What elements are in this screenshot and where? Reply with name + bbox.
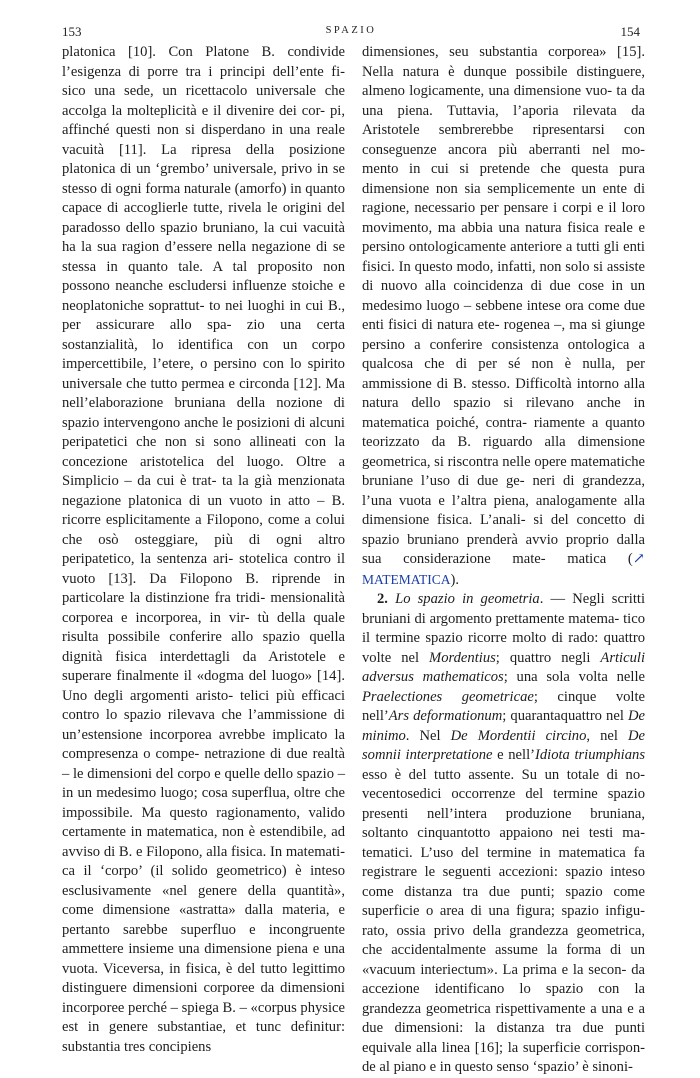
text-line: Difficoltà intorno alla natura dello spazio si — [362, 375, 645, 411]
text-line: del luogo. Oltre a Simplicio – da cui è trat- — [62, 453, 345, 489]
text-line: tù della quale risulta possibile conferire allo — [62, 609, 345, 645]
work-title: De Mordentii circino — [450, 727, 587, 744]
work-title: De minimo — [362, 708, 645, 744]
text-line: pertanto sarebbe superfluo e incongruente — [62, 921, 345, 938]
text-fragment: . — Negli scritti — [539, 591, 645, 607]
left-column — [62, 43, 345, 1057]
text-line: non solo si assiste di nuovo alla coincidenza — [362, 258, 646, 294]
text-line: più di ogni altro peripatetico, la sentenza ari- — [62, 531, 345, 567]
text-fragment: . Nel — [405, 727, 441, 744]
text-line: circonda [12]. Ma nell’elaborazione bruniana — [62, 375, 345, 411]
text-line: matica ( — [567, 551, 633, 567]
text-line: Aristotele e superare finalmente il «dogma — [62, 648, 345, 684]
text-line: Nella natura è dunque possibile distinguere, — [362, 63, 645, 80]
text-fragment: ; cinque volte — [533, 688, 646, 705]
text-line: dimensiones, seu substantia corporea» [15]. — [362, 44, 645, 60]
text-line: esclusivamente «nel genere della quantità», — [62, 882, 345, 899]
text-line: come dimensione «astratta» dalla materia, e — [62, 902, 345, 918]
text-line: origini del paradosso dello spazio bruniano, — [62, 200, 345, 236]
text-line: da Aristotele sembrerebbe ripresentarsi con — [362, 102, 645, 138]
text-line: sico una sede, un ricettacolo universale che — [62, 83, 345, 99]
text-line: con lo spirito universale che tutto permea e — [62, 356, 345, 392]
text-line: ta da una piena. Tuttavia, l’aporia rilevata — [362, 83, 645, 119]
work-title: Idiota triumphians — [534, 747, 645, 763]
text-line: to nei luoghi in cui B., per assicurare allo spa- — [62, 297, 346, 333]
work-title: Praelectiones geometricae — [362, 688, 534, 705]
text-line: negazione di se stessa in quanto tale. A tal — [62, 239, 345, 275]
text-line: mento in cui si pretende che questa pura — [362, 161, 645, 177]
text-line: superficie o area di una figura; spazio infigu- — [362, 903, 645, 919]
work-title: somnii interpretatione — [362, 747, 493, 763]
text-line: alla dimensione geometrica, si riscontra nelle — [362, 434, 645, 470]
text-line: zio una certa sostanzialità, lo identifica con — [62, 317, 345, 353]
text-line: a tutti gli enti fisici. In questo modo, infatti, — [362, 239, 645, 275]
right-column-paragraph-2 — [362, 590, 645, 1078]
text-fragment: , nel — [586, 727, 618, 744]
right-column — [362, 43, 645, 1078]
text-line: reale vacuità [11]. La ripresa della posizione — [62, 122, 345, 158]
text-line: – «corpus physice est in genere substantiae, — [62, 999, 345, 1035]
text-fragment: ; una sola volta — [503, 669, 608, 685]
text-line: riprende in particolare la distinzione fra tridi- — [62, 570, 345, 606]
text-line: consistenza ontologica a qualcosa che di per — [362, 336, 645, 372]
text-line: sono allineati con la concezione aristotelica — [62, 434, 346, 470]
work-title: Mordentius — [429, 649, 496, 666]
text-line: tematici. L’uso del termine in matematica fa — [362, 844, 645, 861]
text-line: che accidentalmente assume la forma di un — [362, 942, 645, 958]
text-line: de al piano e in questo senso ‘spazio’ è sinoni- — [362, 1059, 633, 1075]
crossref-link-matematica[interactable]: MATEMATICA — [362, 571, 451, 587]
text-line: netrazione di due realtà – le dimensioni del — [62, 746, 345, 782]
text-line: vecentosedici occorrenze del termine spazio — [362, 786, 645, 802]
section-title: Lo spazio in geometria — [395, 591, 540, 607]
text-line: riamente a quanto teorizzato da B. riguardo — [362, 414, 645, 450]
text-line: e a due dimensioni: la distanza tra due punti — [362, 1000, 645, 1036]
text-fragment: nell’ — [362, 708, 389, 724]
text-line: pi, affinché questi non si disperdano in una — [62, 102, 345, 138]
text-line: almeno logicamente, una dimensione vuo- — [362, 83, 613, 99]
text-fragment: nelle — [616, 669, 645, 685]
text-line: soltanto cinquantotto appaiono nei testi ma- — [362, 825, 645, 841]
work-title: Ars deformationum — [388, 708, 503, 724]
text-line: platonica di un ‘grembo’ universale, privo in — [62, 161, 329, 177]
text-line: a Filopono, come a colui che osò osteggiare, — [62, 512, 345, 548]
text-line: dimensione non sia semplicemente un ente — [362, 180, 627, 197]
text-line: et tunc definitur: substantia tres concipiens — [62, 1019, 345, 1055]
right-page-number: 154 — [620, 24, 640, 39]
text-line: da dimensioni incorporee perché – spiega B. — [62, 980, 345, 1016]
text-line: grandezza geometrica rispettivamente a una — [362, 1000, 623, 1017]
text-line: Ma questo ragionamento, valido certamente — [62, 804, 345, 840]
text-line: telici più efficaci contro lo spazio rilevava che — [62, 687, 345, 723]
text-line: neri di grandezza, l’una vuota e l’altra piena, — [362, 473, 645, 509]
text-line: del luogo» [14]. Uno degli argomenti aristo- — [62, 668, 345, 704]
text-line: «vacuum interiectum». La prima e la secon- — [362, 961, 627, 978]
text-line: reale e persino ontologicamente anteriore — [362, 219, 645, 255]
text-line: proposito non possono neanche escludersi — [62, 258, 345, 294]
text-line: accolga la molteplicità e il divenire dei cor- — [62, 102, 326, 119]
section-number: 2. — [377, 591, 388, 607]
text-fragment: ). — [450, 571, 460, 588]
work-title: De — [627, 727, 645, 744]
text-fragment: ; quarantaquattro nel — [502, 708, 624, 724]
text-line: corpo e quelle dello spazio – in un medesimo — [62, 765, 346, 801]
text-line: quanto capace di accoglierle tutte, rivela le — [62, 180, 346, 216]
text-line: influenze stoiche e neoplatoniche soprattut- — [62, 278, 346, 314]
text-line: rilevano anche in matematica poiché, contra- — [362, 395, 645, 431]
text-line: se stesso di ogni forma naturale (amorfo) in — [62, 161, 345, 197]
text-line: stotelica contro il vuoto [13]. Da Filopono B. — [62, 551, 345, 587]
text-line: loro movimento, ma abbia una natura fisica — [362, 200, 645, 236]
text-line: avrebbe implicato la compresenza o compe- — [62, 726, 345, 762]
text-line: bruniani di argomento prettamente matema- — [362, 610, 620, 627]
text-line: in matematica, non è estendibile, ad avviso — [62, 824, 345, 860]
text-fragment: e nell’ — [492, 747, 535, 763]
text-line: tico il termine spazio ricorre molto di rado: — [362, 610, 645, 646]
work-title: Articuli adversus mathematicos — [362, 649, 645, 685]
text-line: un vuoto in atto – B. ricorre esplicitamente — [62, 492, 345, 528]
text-line: rato, ossia privo della grandezza geometrica, — [362, 922, 645, 939]
running-header — [62, 24, 640, 42]
text-line: rogenea –, ma si giunge persino a conferire — [362, 317, 645, 353]
text-line: le posizioni di alcuni peripatetici che non si — [62, 414, 345, 450]
text-line: analogamente alla dimensione fisica. L’anali- — [362, 492, 645, 528]
text-fragment: ; quattro negli — [495, 649, 591, 666]
left-page-number: 153 — [62, 24, 82, 39]
text-line: ta la già menzionata negazione platonica di — [62, 473, 345, 509]
running-title: SPAZIO — [325, 25, 377, 36]
right-column-paragraph-1 — [362, 43, 645, 590]
text-line: la cui vacuità ha la sua ragion d’essere nella — [62, 219, 345, 255]
text-fragment: quattro volte nel — [362, 630, 645, 666]
text-line: l’esigenza di porre tra i principi dell’ente fi- — [62, 63, 345, 80]
text-line: di B. e Filopono, alla fisica. In matemati- — [103, 843, 345, 860]
text-line: opere matematiche bruniane l’uso di due ge- — [362, 453, 645, 489]
text-line: registrare le seguenti accezioni: spazio inteso — [362, 864, 645, 880]
text-line: e una vuota. Viceversa, in fisica, è del tutto — [62, 941, 345, 977]
text-line: presenti nell’intera produzione bruniana, — [362, 805, 645, 822]
text-line: ca il ‘corpo’ (il solido geometrico) è inteso — [62, 863, 345, 879]
text-line: avvio proprio dalla sua considerazione mate- — [362, 531, 646, 567]
left-column-paragraph — [62, 43, 345, 1057]
text-line: sé non è nulla, per ammissione di B. stesso. — [362, 356, 645, 392]
text-line: intese ora come due enti fisici di natura ete- — [362, 297, 645, 333]
text-line: platonica [10]. Con Platone B. condivide — [62, 44, 345, 60]
text-line: conseguenze ancora più aberranti nel mo- — [362, 141, 645, 158]
text-line: luogo; cosa superflua, oltre che impossibile. — [62, 785, 346, 821]
text-line: si del concetto di spazio bruniano prenderà — [362, 512, 645, 548]
crossref-arrow-icon[interactable]: ↗ — [632, 551, 645, 567]
text-line: della nozione di spazio intervengono anche — [62, 395, 345, 431]
text-line: spazio quella dignità fisica interdettagli da — [62, 629, 346, 665]
text-line: come distanza tra due punti; spazio come — [362, 883, 645, 900]
text-line: equivale alla linea [16]; la superficie corrispon- — [362, 1039, 645, 1056]
text-line: di ragione, necessario per pensare i corpi e il — [362, 180, 645, 216]
text-line: un corpo impercettibile, l’etere, o persino — [62, 336, 345, 372]
text-line: l’ammissione di un’estensione incorporea — [62, 707, 345, 743]
text-line: mensionalità corporea e incorporea, in vir- — [62, 590, 345, 626]
text-line: da accezione identificano lo spazio con la — [362, 961, 645, 997]
text-line: legittimo distinguere dimensioni corporee — [62, 960, 345, 996]
text-line: di due cose in un medesimo luogo – sebbene — [362, 278, 645, 314]
text-line: ammettere insieme una dimensione piena — [62, 941, 308, 957]
text-line: esso è del tutto assente. Su un totale di no- — [362, 766, 645, 783]
